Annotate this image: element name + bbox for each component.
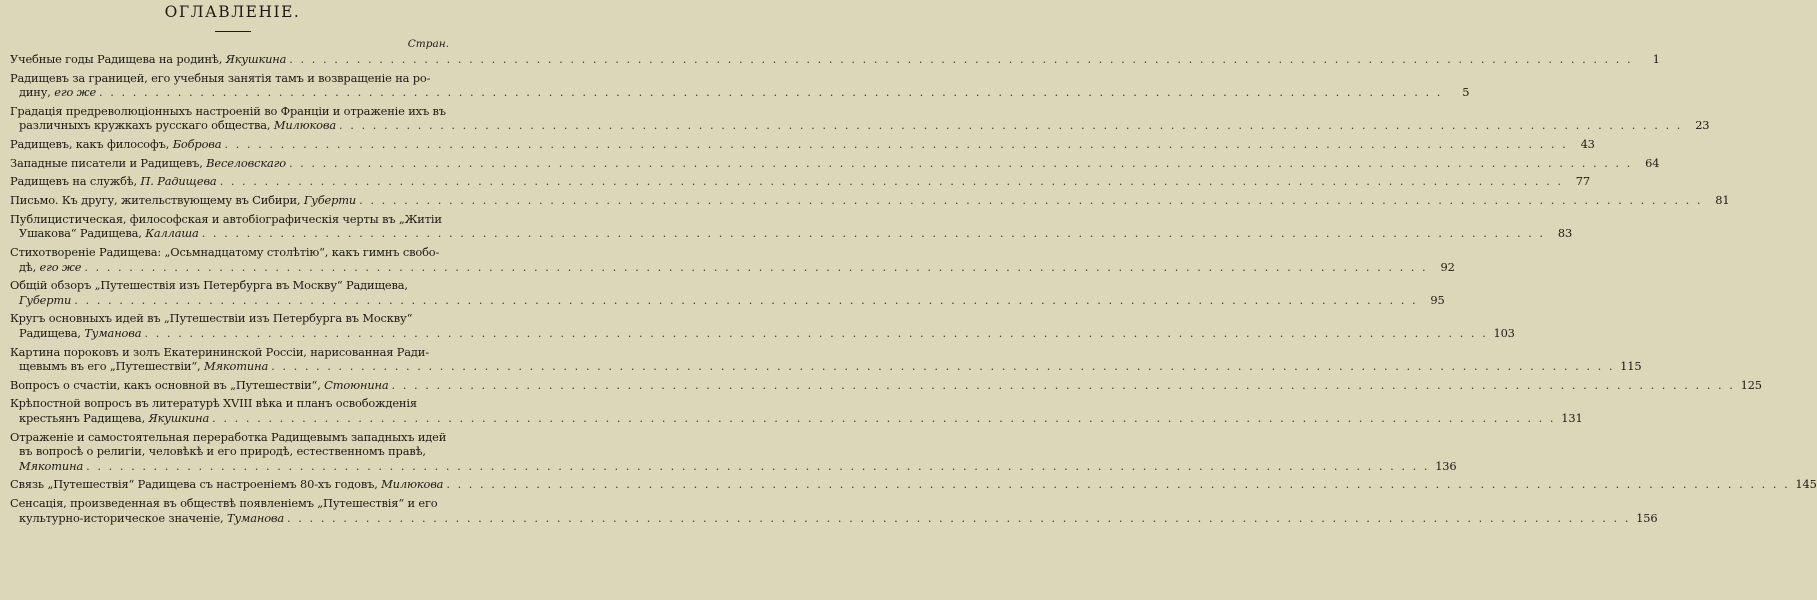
toc-entry-text-line: Письмо. Къ другу, жительствующему въ Сибири,	[10, 193, 301, 208]
toc-entry-text-line: Картина пороковъ и золъ Екатерининской Россiи, нарисованная Ради-	[10, 344, 429, 359]
toc-entry-page-number: 103	[1493, 325, 1515, 340]
toc-entry	[10, 211, 1573, 241]
title-divider	[215, 31, 251, 32]
toc-entry-text-line: крестьянъ Радищева,	[19, 410, 146, 425]
toc-entry-text-line: Отраженiе и самостоятельная переработка Радищевымъ западныхъ идей	[10, 429, 447, 444]
toc-entry-title-and-author	[10, 378, 389, 393]
toc-entry-page-number: 1	[1652, 52, 1660, 66]
toc-entry-author: Каллаша	[145, 226, 199, 241]
toc-entry-title-and-author	[19, 260, 81, 275]
toc-entry-title-and-author	[19, 359, 268, 374]
toc-entry-author: Якушкина	[148, 410, 210, 425]
toc-entry-text-line: Радищевъ за границей, его учебныя занятiя тамъ и возвращенiе на ро-	[10, 70, 431, 85]
toc-entry-text-line: Радищевъ, какъ философъ,	[10, 137, 170, 152]
toc-entry-final-line	[10, 155, 1660, 171]
toc-entry-title-and-author	[10, 193, 356, 208]
toc-entry-author: Губерти	[19, 292, 72, 307]
dot-leader: . . . . . . . . . . . . . . . . . . . . . . . . . . . . . . . . . . . . . . . . . . . . . . . . . . . . . . . . . . . . . . . . . . . . . . . . . . . . . . . . . . . . . . . . . . . . . . . . . . . . . . . . . . . . . . . . . . . . . . . .	[99, 85, 1443, 100]
toc-entry-title-and-author	[10, 156, 286, 171]
toc-entry	[10, 278, 1445, 307]
toc-entry	[10, 137, 1595, 152]
toc-entry-title-and-author	[19, 85, 96, 100]
toc-entry-text-line: Ушакова“ Радищева,	[19, 226, 142, 241]
toc-entry-author: П. Радищева	[140, 174, 217, 189]
toc-entry-text-line: Градацiя предреволюцiонныхъ настроенiй во Францiи и отраженiе ихъ въ	[10, 103, 446, 118]
toc-entry-text-line: дину,	[19, 85, 51, 100]
toc-entry-text-line: Учебные годы Радищева на родинѣ,	[10, 52, 223, 66]
toc-entry-page-number: 95	[1430, 292, 1445, 307]
toc-entry-text-line: Западные писатели и Радищевъ,	[10, 155, 203, 170]
toc-entry-title-and-author	[19, 226, 199, 241]
toc-entry-page-number: 5	[1462, 85, 1470, 100]
toc-entry-title-and-author	[10, 137, 221, 152]
toc-entry-text-line: Стихотворенiе Радищева: „Осьмнадцатому столѣтiю“, какъ гимнъ свобо-	[10, 245, 440, 259]
toc-entry-title-and-author	[19, 118, 336, 133]
toc-entry	[10, 429, 1457, 474]
toc-entry-text-line: Радищева,	[19, 325, 81, 340]
toc-entry-text-line: Общiй обзоръ „Путешествiя изъ Петербурга въ Москву“ Радищева,	[10, 278, 408, 293]
toc-entry-final-line	[10, 510, 1658, 526]
dot-leader: . . . . . . . . . . . . . . . . . . . . . . . . . . . . . . . . . . . . . . . . . . . . . . . . . . . . . . . . . . . . . . . . . . . . . . . . . . . . . . . . . . . . . . . . . . . . . . . . . . . . . . . . . . . . . . . . . . . . . . . .	[271, 359, 1615, 374]
toc-entry-author: Губерти	[303, 193, 357, 208]
toc-entry-final-line	[10, 325, 1515, 341]
toc-entry-page-number: 125	[1740, 377, 1762, 392]
toc-entry	[10, 344, 1642, 374]
toc-entry-author: Мякотина	[203, 359, 269, 374]
toc-entry-text-line: различныхъ кружкахъ русскаго общества,	[19, 118, 271, 133]
toc-entry-title-and-author	[19, 326, 141, 341]
toc-entry-author: Туманова	[84, 325, 142, 340]
dot-leader: . . . . . . . . . . . . . . . . . . . . . . . . . . . . . . . . . . . . . . . . . . . . . . . . . . . . . . . . . . . . . . . . . . . . . . . . . . . . . . . . . . . . . . . . . . . . . . . . . . . . . . . . . . . . . . . . . . . . . . . .	[288, 155, 1633, 170]
toc-entry-final-line	[10, 137, 1595, 152]
toc-entry-text-line: Крѣпостной вопросъ въ литературѣ XVIII вѣка и планъ освобожденiя	[10, 396, 417, 411]
toc-entry-author: Стоюнина	[324, 377, 389, 392]
toc-entry-final-line	[10, 377, 1762, 393]
dot-leader: . . . . . . . . . . . . . . . . . . . . . . . . . . . . . . . . . . . . . . . . . . . . . . . . . . . . . . . . . . . . . . . . . . . . . . . . . . . . . . . . . . . . . . . . . . . . . . . . . . . . . . . . . . . . . . . . . . . . . . . .	[212, 410, 1556, 425]
toc-entry	[10, 245, 1455, 274]
toc-entry-page-number: 156	[1636, 510, 1658, 525]
toc-entry-author: его же	[39, 259, 82, 274]
toc-entry-final-line	[10, 359, 1642, 374]
toc-entry-page-number: 64	[1645, 155, 1660, 170]
toc-entry-final-line	[10, 458, 1457, 474]
toc-entry-text-line: Кругъ основныхъ идей въ „Путешествiи изъ Петербурга въ Москву“	[10, 311, 413, 326]
toc-entry	[10, 52, 1660, 67]
toc-entry-final-line	[10, 174, 1590, 189]
toc-entry-author: Боброва	[172, 137, 222, 152]
toc-entry-author: Якушкина	[225, 52, 287, 66]
toc-entry-final-line	[10, 292, 1445, 308]
toc-entry-title-and-author	[10, 477, 443, 492]
dot-leader: . . . . . . . . . . . . . . . . . . . . . . . . . . . . . . . . . . . . . . . . . . . . . . . . . . . . . . . . . . . . . . . . . . . . . . . . . . . . . . . . . . . . . . . . . . . . . . . . . . . . . . . . . . . . . . . . . . . . . . . .	[74, 292, 1418, 307]
toc-entry-final-line	[10, 52, 1660, 67]
toc-list	[10, 52, 1817, 525]
toc-entry-final-line	[10, 85, 1470, 100]
dot-leader: . . . . . . . . . . . . . . . . . . . . . . . . . . . . . . . . . . . . . . . . . . . . . . . . . . . . . . . . . . . . . . . . . . . . . . . . . . . . . . . . . . . . . . . . . . . . . . . . . . . . . . . . . . . . . . . . . . . . . . . .	[84, 259, 1428, 274]
toc-entry	[10, 174, 1590, 189]
toc-entry	[10, 496, 1658, 525]
toc-entry-author: Милюкова	[381, 477, 444, 492]
toc-entry	[10, 377, 1762, 393]
toc-entry	[10, 155, 1660, 171]
toc-entry-page-number: 131	[1561, 410, 1583, 425]
toc-entry-page-number: 43	[1580, 137, 1595, 152]
toc-entry-final-line	[10, 259, 1455, 275]
toc-entry-title-and-author	[19, 511, 284, 526]
toc-entry	[10, 477, 1817, 492]
toc-entry-page-number: 81	[1715, 193, 1730, 208]
toc-entry-text-line: дѣ,	[19, 259, 37, 274]
toc-entry-text-line: Сенсацiя, произведенная въ обществѣ появленiемъ „Путешествiя“ и его	[10, 496, 438, 510]
dot-leader: . . . . . . . . . . . . . . . . . . . . . . . . . . . . . . . . . . . . . . . . . . . . . . . . . . . . . . . . . . . . . . . . . . . . . . . . . . . . . . . . . . . . . . . . . . . . . . . . . . . . . . . . . . . . . . . . . . . . . . . .	[144, 325, 1488, 340]
dot-leader: . . . . . . . . . . . . . . . . . . . . . . . . . . . . . . . . . . . . . . . . . . . . . . . . . . . . . . . . . . . . . . . . . . . . . . . . . . . . . . . . . . . . . . . . . . . . . . . . . . . . . . . . . . . . . . . . . . . . . . . .	[219, 174, 1563, 189]
page-column-header: Стран.	[407, 38, 449, 50]
toc-entry-page-number: 23	[1695, 118, 1710, 133]
toc-entry-final-line	[10, 226, 1573, 241]
toc-entry-author: Мякотина	[19, 458, 84, 473]
toc-entry-text-line: Связь „Путешествiя“ Радищева съ настроенiемъ 80-хъ годовъ,	[10, 477, 378, 492]
toc-entry-text-line: въ вопросѣ о религiи, человѣкѣ и его природѣ, естественномъ правѣ,	[19, 444, 426, 459]
toc-entry	[10, 396, 1583, 425]
page-title: ОГЛАВЛЕНIЕ.	[164, 3, 301, 21]
toc-entry-page-number: 92	[1440, 259, 1455, 274]
toc-entry-page-number: 115	[1620, 359, 1642, 374]
toc-entry-text-line: щевымъ въ его „Путешествiи“,	[19, 359, 201, 374]
toc-entry-title-and-author	[19, 459, 83, 474]
toc-entry-text-line: Вопросъ о счастiи, какъ основной въ „Путешествiи“,	[10, 377, 321, 392]
toc-entry	[10, 311, 1515, 340]
dot-leader: . . . . . . . . . . . . . . . . . . . . . . . . . . . . . . . . . . . . . . . . . . . . . . . . . . . . . . . . . . . . . . . . . . . . . . . . . . . . . . . . . . . . . . . . . . . . . . . . . . . . . . . . . . . . . . . . . . . . . . . .	[287, 510, 1631, 525]
toc-entry-page-number: 136	[1435, 458, 1457, 473]
toc-entry-author: его же	[54, 85, 97, 100]
toc-entry-text-line: культурно-историческое значенiе,	[19, 510, 224, 525]
dot-leader: . . . . . . . . . . . . . . . . . . . . . . . . . . . . . . . . . . . . . . . . . . . . . . . . . . . . . . . . . . . . . . . . . . . . . . . . . . . . . . . . . . . . . . . . . . . . . . . . . . . . . . . . . . . . . . . . . . . . . . . .	[201, 226, 1546, 241]
toc-entry-final-line	[10, 193, 1730, 208]
toc-entry	[10, 70, 1470, 100]
toc-entry-author: Туманова	[227, 510, 285, 525]
toc-entry-text-line: Публицистическая, философская и автобiографическiя черты въ „Житiи	[10, 211, 442, 226]
dot-leader: . . . . . . . . . . . . . . . . . . . . . . . . . . . . . . . . . . . . . . . . . . . . . . . . . . . . . . . . . . . . . . . . . . . . . . . . . . . . . . . . . . . . . . . . . . . . . . . . . . . . . . . . . . . . . . . . . . . . . . . .	[391, 377, 1735, 392]
toc-entry-text-line: Радищевъ на службѣ,	[10, 174, 137, 189]
toc-entry-final-line	[10, 118, 1710, 133]
toc-entry	[10, 193, 1730, 208]
dot-leader: . . . . . . . . . . . . . . . . . . . . . . . . . . . . . . . . . . . . . . . . . . . . . . . . . . . . . . . . . . . . . . . . . . . . . . . . . . . . . . . . . . . . . . . . . . . . . . . . . . . . . . . . . . . . . . . . . . . . . . . .	[446, 477, 1790, 492]
dot-leader: . . . . . . . . . . . . . . . . . . . . . . . . . . . . . . . . . . . . . . . . . . . . . . . . . . . . . . . . . . . . . . . . . . . . . . . . . . . . . . . . . . . . . . . . . . . . . . . . . . . . . . . . . . . . . . . . . . . . . . . .	[86, 458, 1430, 473]
dot-leader: . . . . . . . . . . . . . . . . . . . . . . . . . . . . . . . . . . . . . . . . . . . . . . . . . . . . . . . . . . . . . . . . . . . . . . . . . . . . . . . . . . . . . . . . . . . . . . . . . . . . . . . . . . . . . . . . . . . . . . . .	[289, 52, 1633, 66]
dot-leader: . . . . . . . . . . . . . . . . . . . . . . . . . . . . . . . . . . . . . . . . . . . . . . . . . . . . . . . . . . . . . . . . . . . . . . . . . . . . . . . . . . . . . . . . . . . . . . . . . . . . . . . . . . . . . . . . . . . . . . . .	[224, 137, 1568, 152]
toc-entry-title-and-author	[19, 411, 209, 426]
toc-entry-final-line	[10, 410, 1583, 426]
toc-entry-title-and-author	[19, 293, 71, 308]
toc-entry-page-number: 83	[1557, 226, 1573, 241]
toc-entry-final-line	[10, 477, 1817, 492]
toc-entry-page-number: 77	[1575, 174, 1590, 189]
toc-entry-page-number: 145	[1795, 477, 1817, 492]
toc-entry-author: Веселовскаго	[206, 155, 286, 170]
toc-entry-title-and-author	[10, 52, 286, 67]
toc-entry	[10, 103, 1710, 133]
dot-leader: . . . . . . . . . . . . . . . . . . . . . . . . . . . . . . . . . . . . . . . . . . . . . . . . . . . . . . . . . . . . . . . . . . . . . . . . . . . . . . . . . . . . . . . . . . . . . . . . . . . . . . . . . . . . . . . . . . . . . . . .	[359, 193, 1703, 208]
toc-entry-title-and-author	[10, 174, 217, 189]
dot-leader: . . . . . . . . . . . . . . . . . . . . . . . . . . . . . . . . . . . . . . . . . . . . . . . . . . . . . . . . . . . . . . . . . . . . . . . . . . . . . . . . . . . . . . . . . . . . . . . . . . . . . . . . . . . . . . . . . . . . . . . .	[339, 118, 1683, 133]
toc-entry-author: Милюкова	[273, 118, 337, 133]
